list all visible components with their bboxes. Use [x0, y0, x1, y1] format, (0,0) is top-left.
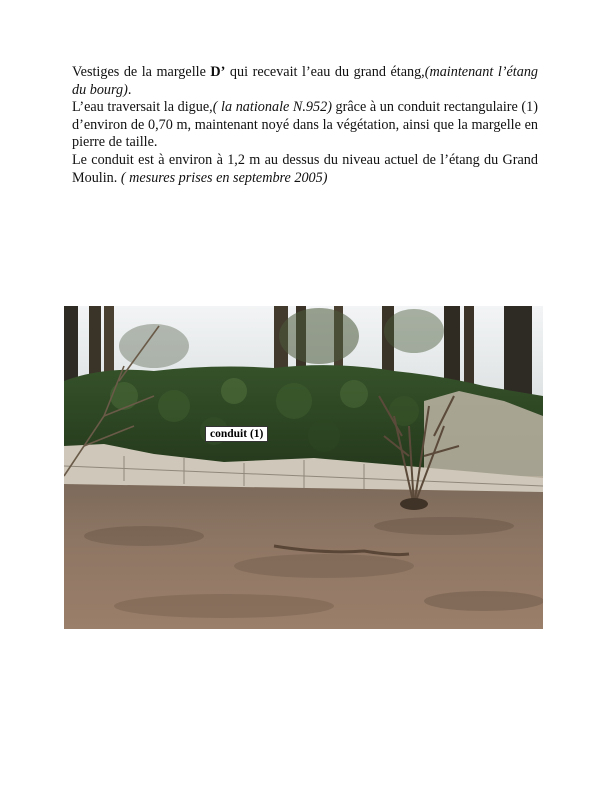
text-span: Le conduit est à environ à 1,2 m au dessus du niveau actuel de l’étang du Grand Moulin. [72, 151, 538, 186]
shrub-base [400, 498, 428, 510]
paragraph-1 [72, 64, 538, 99]
text-span: L’eau traversait la digue, [72, 99, 213, 116]
text-span: . [127, 81, 132, 98]
italic-text: ( mesures prises en septembre 2005) [120, 169, 328, 186]
bold-letter: D’ [210, 64, 226, 80]
text-span: grâce à un conduit rectangulaire (1) d’environ de 0,70 m, maintenant noyé dans la végétation, ainsi que la margelle en pierre de taille. [72, 99, 538, 151]
text-block [72, 64, 538, 187]
italic-text: (maintenant l’étang du bourg) [72, 64, 539, 98]
photo-illustration [64, 306, 543, 629]
site-photo [64, 306, 543, 629]
text-span: Vestiges de la margelle [72, 64, 211, 80]
italic-text: ( la nationale N.952) [212, 99, 332, 116]
paragraph-3 [72, 152, 538, 187]
conduit-label: conduit (1) [205, 426, 268, 442]
paragraph-2 [72, 99, 538, 152]
text-span: qui recevait l’eau du grand étang, [225, 64, 425, 80]
